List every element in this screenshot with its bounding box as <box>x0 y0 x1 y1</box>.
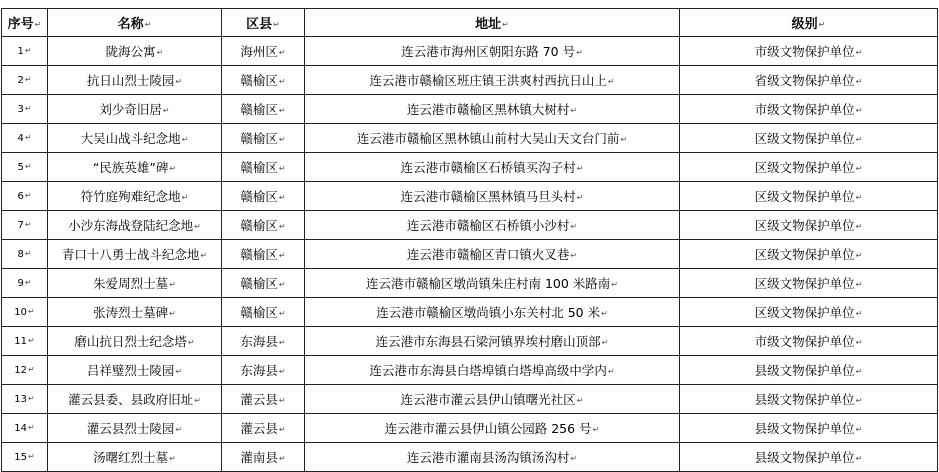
cell-district: 灌云县↵ <box>222 414 305 443</box>
cell-district: 赣榆区↵ <box>222 211 305 240</box>
header-index: 序号↵ <box>2 9 48 37</box>
cell-end-mark: ↵ <box>24 162 32 171</box>
cell-end-mark: ↵ <box>278 280 286 289</box>
cell-index: 4↵ <box>2 124 48 153</box>
cell-name: 朱爱周烈士墓↵ <box>48 269 222 298</box>
cell-level: 区级文物保护单位↵ <box>680 269 938 298</box>
cell-end-mark: ↵ <box>855 77 863 86</box>
cell-name: 小沙东海战登陆纪念地↵ <box>48 211 222 240</box>
cell-end-mark: ↵ <box>24 278 32 287</box>
cell-address: 连云港市赣榆区班庄镇王洪爽村西抗日山上↵ <box>305 66 680 95</box>
cell-end-mark: ↵ <box>200 251 208 260</box>
cell-end-mark: ↵ <box>570 251 578 260</box>
cell-address: 连云港市灌云县伊山镇公园路 256 号↵ <box>305 414 680 443</box>
cell-level: 区级文物保护单位↵ <box>680 298 938 327</box>
cell-district: 灌云县↵ <box>222 385 305 414</box>
cell-end-mark: ↵ <box>24 133 32 142</box>
cell-end-mark: ↵ <box>28 394 35 403</box>
header-address: 地址↵ <box>305 9 680 37</box>
table-row <box>2 66 938 95</box>
table-row <box>2 182 938 211</box>
cell-end-mark: ↵ <box>620 135 628 144</box>
cell-end-mark: ↵ <box>24 191 32 200</box>
cell-district: 赣榆区↵ <box>222 124 305 153</box>
cell-end-mark: ↵ <box>855 135 863 144</box>
table-row <box>2 298 938 327</box>
cell-address: 连云港市灌云县伊山镇曙光社区↵ <box>305 385 680 414</box>
cell-index: 15↵ <box>2 443 48 472</box>
table-header-row <box>2 9 938 37</box>
cell-level: 区级文物保护单位↵ <box>680 211 938 240</box>
cell-end-mark: ↵ <box>169 164 177 173</box>
cell-end-mark: ↵ <box>278 106 286 115</box>
cell-name: “民族英雄”碑↵ <box>48 153 222 182</box>
header-district: 区县↵ <box>222 9 305 37</box>
cell-end-mark: ↵ <box>855 251 863 260</box>
cell-level: 市级文物保护单位↵ <box>680 37 938 66</box>
cell-name: 张涛烈士墓碑↵ <box>48 298 222 327</box>
cell-end-mark: ↵ <box>278 251 286 260</box>
cell-end-mark: ↵ <box>278 164 286 173</box>
cell-index: 6↵ <box>2 182 48 211</box>
cell-end-mark: ↵ <box>855 48 863 57</box>
cell-name: 灌云县委、县政府旧址↵ <box>48 385 222 414</box>
table-row <box>2 443 938 472</box>
cell-district: 赣榆区↵ <box>222 66 305 95</box>
cell-name: 抗日山烈士陵园↵ <box>48 66 222 95</box>
cell-end-mark: ↵ <box>181 135 189 144</box>
cell-address: 连云港市灌南县汤沟镇汤沟村↵ <box>305 443 680 472</box>
cell-end-mark: ↵ <box>187 338 195 347</box>
cell-name: 灌云县烈士陵园↵ <box>48 414 222 443</box>
cell-end-mark: ↵ <box>607 77 615 86</box>
cell-district: 东海县↵ <box>222 356 305 385</box>
cell-end-mark: ↵ <box>24 220 32 229</box>
cell-end-mark: ↵ <box>855 106 863 115</box>
cell-level: 县级文物保护单位↵ <box>680 414 938 443</box>
cell-end-mark: ↵ <box>855 454 863 463</box>
cell-end-mark: ↵ <box>175 425 183 434</box>
cell-end-mark: ↵ <box>28 452 35 461</box>
table-row <box>2 269 938 298</box>
cell-address: 连云港市赣榆区黑林镇山前村大吴山天文台门前↵ <box>305 124 680 153</box>
cell-end-mark: ↵ <box>278 193 286 202</box>
cell-address: 连云港市赣榆区墩尚镇小东关村北 50 米↵ <box>305 298 680 327</box>
cell-end-mark: ↵ <box>855 193 863 202</box>
cell-end-mark: ↵ <box>28 336 35 345</box>
cell-end-mark: ↵ <box>175 367 183 376</box>
header-name: 名称↵ <box>48 9 222 37</box>
table-row <box>2 327 938 356</box>
table-row <box>2 240 938 269</box>
heritage-sites-table <box>1 8 938 472</box>
cell-address: 连云港市赣榆区石桥镇小沙村↵ <box>305 211 680 240</box>
header-level: 级别↵ <box>680 9 938 37</box>
cell-level: 县级文物保护单位↵ <box>680 443 938 472</box>
cell-name: 符竹庭殉难纪念地↵ <box>48 182 222 211</box>
cell-end-mark: ↵ <box>855 309 863 318</box>
cell-end-mark: ↵ <box>169 454 176 463</box>
table-row <box>2 211 938 240</box>
cell-end-mark: ↵ <box>278 338 286 347</box>
cell-address: 连云港市赣榆区青口镇火叉巷↵ <box>305 240 680 269</box>
cell-end-mark: ↵ <box>855 280 863 289</box>
table-row <box>2 356 938 385</box>
cell-name: 吕祥璧烈士陵园↵ <box>48 356 222 385</box>
cell-name: 磨山抗日烈士纪念塔↵ <box>48 327 222 356</box>
cell-level: 区级文物保护单位↵ <box>680 124 938 153</box>
cell-district: 赣榆区↵ <box>222 240 305 269</box>
cell-district: 赣榆区↵ <box>222 182 305 211</box>
cell-index: 14↵ <box>2 414 48 443</box>
cell-end-mark: ↵ <box>278 77 286 86</box>
cell-district: 赣榆区↵ <box>222 298 305 327</box>
cell-end-mark: ↵ <box>278 425 286 434</box>
cell-end-mark: ↵ <box>576 164 584 173</box>
cell-end-mark: ↵ <box>24 104 32 113</box>
cell-name: 刘少奇旧居↵ <box>48 95 222 124</box>
cell-level: 市级文物保护单位↵ <box>680 95 938 124</box>
table-row <box>2 153 938 182</box>
cell-address: 连云港市东海县石梁河镇界埃村磨山顶部↵ <box>305 327 680 356</box>
cell-address: 连云港市赣榆区黑林镇大树村↵ <box>305 95 680 124</box>
cell-index: 3↵ <box>2 95 48 124</box>
cell-end-mark: ↵ <box>576 48 583 57</box>
cell-address: 连云港市赣榆区墩尚镇朱庄村南 100 米路南↵ <box>305 269 680 298</box>
cell-level: 省级文物保护单位↵ <box>680 66 938 95</box>
cell-end-mark: ↵ <box>278 222 286 231</box>
table-row <box>2 414 938 443</box>
cell-end-mark: ↵ <box>194 222 201 231</box>
table-row <box>2 124 938 153</box>
cell-end-mark: ↵ <box>24 249 32 258</box>
cell-end-mark: ↵ <box>175 77 183 86</box>
cell-index: 13↵ <box>2 385 48 414</box>
cell-end-mark: ↵ <box>278 48 286 57</box>
cell-end-mark: ↵ <box>576 193 584 202</box>
cell-end-mark: ↵ <box>278 367 286 376</box>
cell-level: 市级文物保护单位↵ <box>680 327 938 356</box>
cell-address: 连云港市赣榆区石桥镇买沟子村↵ <box>305 153 680 182</box>
cell-end-mark: ↵ <box>278 135 286 144</box>
cell-index: 2↵ <box>2 66 48 95</box>
cell-index: 12↵ <box>2 356 48 385</box>
cell-index: 5↵ <box>2 153 48 182</box>
cell-end-mark: ↵ <box>28 423 35 432</box>
table-row <box>2 37 938 66</box>
cell-end-mark: ↵ <box>28 307 35 316</box>
cell-end-mark: ↵ <box>169 280 176 289</box>
cell-end-mark: ↵ <box>855 425 863 434</box>
cell-level: 区级文物保护单位↵ <box>680 153 938 182</box>
cell-index: 10↵ <box>2 298 48 327</box>
cell-end-mark: ↵ <box>278 396 286 405</box>
cell-end-mark: ↵ <box>855 396 863 405</box>
cell-name: 青口十八勇士战斗纪念地↵ <box>48 240 222 269</box>
cell-level: 区级文物保护单位↵ <box>680 240 938 269</box>
cell-end-mark: ↵ <box>601 309 608 318</box>
cell-address: 连云港市海州区朝阳东路 70 号↵ <box>305 37 680 66</box>
cell-end-mark: ↵ <box>24 46 32 55</box>
cell-index: 1↵ <box>2 37 48 66</box>
cell-end-mark: ↵ <box>855 338 863 347</box>
cell-end-mark: ↵ <box>194 396 201 405</box>
cell-district: 赣榆区↵ <box>222 269 305 298</box>
cell-end-mark: ↵ <box>592 425 600 434</box>
cell-end-mark: ↵ <box>855 367 863 376</box>
cell-end-mark: ↵ <box>576 396 584 405</box>
cell-district: 灌南县↵ <box>222 443 305 472</box>
cell-end-mark: ↵ <box>278 309 286 318</box>
cell-level: 区级文物保护单位↵ <box>680 182 938 211</box>
cell-index: 8↵ <box>2 240 48 269</box>
cell-end-mark: ↵ <box>570 106 578 115</box>
cell-name: 陇海公寓↵ <box>48 37 222 66</box>
cell-end-mark: ↵ <box>24 75 32 84</box>
cell-end-mark: ↵ <box>156 48 164 57</box>
cell-index: 11↵ <box>2 327 48 356</box>
cell-index: 9↵ <box>2 269 48 298</box>
cell-end-mark: ↵ <box>28 365 35 374</box>
cell-end-mark: ↵ <box>611 280 618 289</box>
cell-district: 海州区↵ <box>222 37 305 66</box>
table-row <box>2 385 938 414</box>
cell-end-mark: ↵ <box>181 193 189 202</box>
cell-district: 赣榆区↵ <box>222 95 305 124</box>
cell-name: 大吴山战斗纪念地↵ <box>48 124 222 153</box>
cell-district: 赣榆区↵ <box>222 153 305 182</box>
cell-end-mark: ↵ <box>601 338 609 347</box>
cell-district: 东海县↵ <box>222 327 305 356</box>
cell-end-mark: ↵ <box>570 222 578 231</box>
cell-end-mark: ↵ <box>855 222 863 231</box>
cell-level: 县级文物保护单位↵ <box>680 356 938 385</box>
cell-address: 连云港市东海县白塔埠镇白塔埠高级中学内↵ <box>305 356 680 385</box>
cell-end-mark: ↵ <box>607 367 615 376</box>
cell-end-mark: ↵ <box>162 106 170 115</box>
cell-level: 县级文物保护单位↵ <box>680 385 938 414</box>
cell-index: 7↵ <box>2 211 48 240</box>
table-body <box>2 37 938 472</box>
cell-end-mark: ↵ <box>278 454 286 463</box>
cell-name: 汤曙红烈士墓↵ <box>48 443 222 472</box>
cell-end-mark: ↵ <box>855 164 863 173</box>
cell-end-mark: ↵ <box>570 454 578 463</box>
cell-address: 连云港市赣榆区黑林镇马旦头村↵ <box>305 182 680 211</box>
table-row <box>2 95 938 124</box>
cell-end-mark: ↵ <box>169 309 176 318</box>
